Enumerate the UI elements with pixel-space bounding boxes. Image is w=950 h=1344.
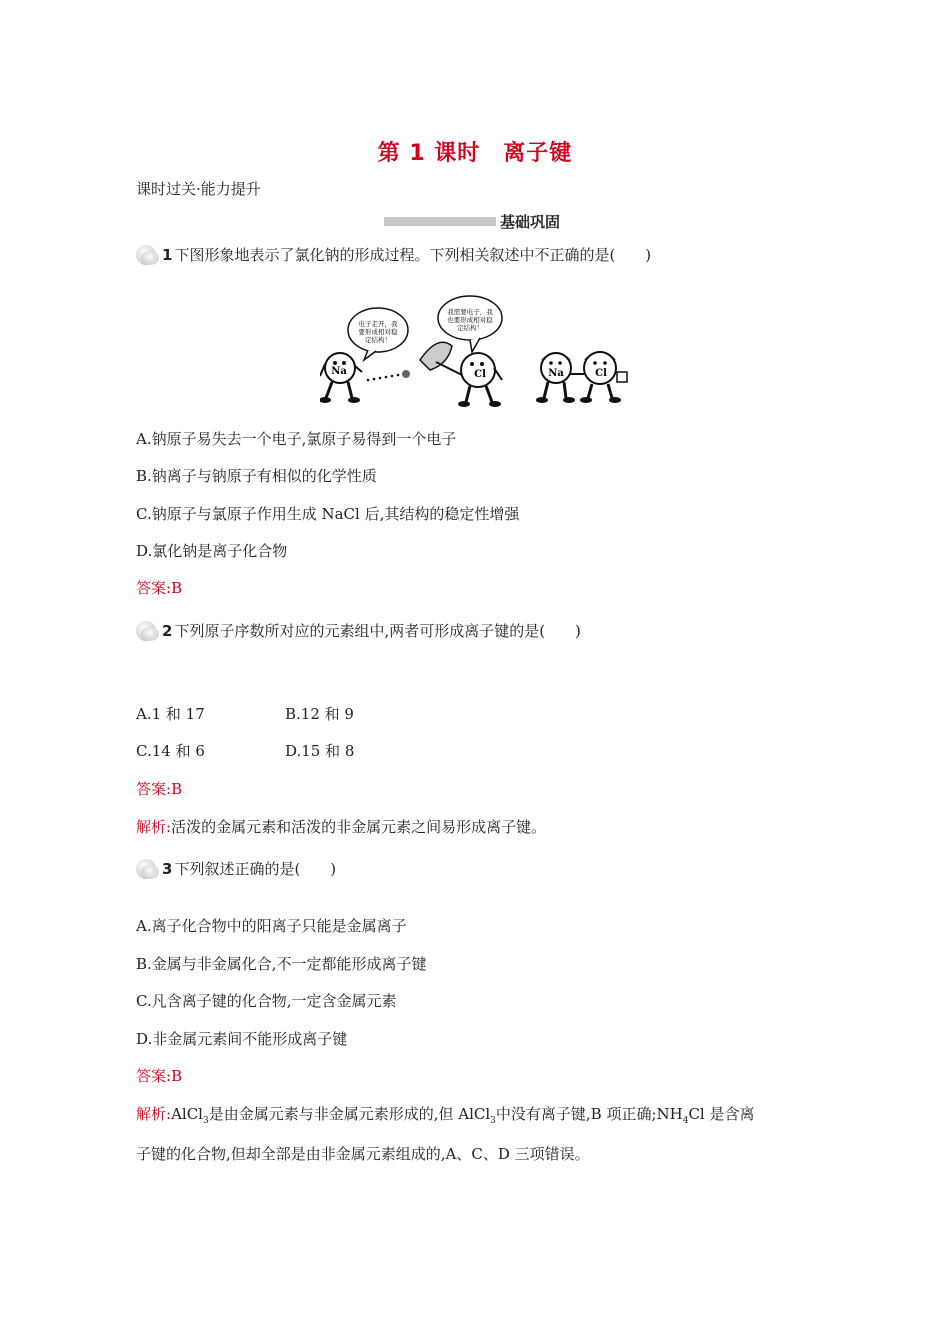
na-ion-character: [536, 353, 575, 403]
answer-value: B: [171, 1067, 183, 1085]
bubble-left-line3: 定结构！: [365, 336, 391, 344]
bubble-left-line1: 电子走开，我: [358, 320, 398, 328]
bubble-left-line2: 要形成相对稳: [358, 328, 398, 336]
question-1: [136, 244, 651, 265]
answer-value: B: [171, 780, 183, 798]
na-atom-character: [320, 353, 362, 403]
question-text: 下列原子序数所对应的元素组中,两者可形成离子键的是( ): [174, 622, 581, 640]
question-text: 下图形象地表示了氯化钠的形成过程。下列相关叙述中不正确的是( ): [174, 246, 652, 264]
question-2: [136, 620, 581, 641]
q3-analysis-line1: 解析:AlCl$_3$是由金属元素与非金属元素形成的,但 AlCl$_3$中没有离子键,B 项正确$;NH_4Cl$ 是含离: [136, 1105, 755, 1126]
bubble-right-line1: 我需要电子，我: [447, 308, 493, 316]
q3-option-b: B.金属与非金属化合,不一定都能形成离子键: [136, 955, 427, 973]
section-label: 基础巩固: [500, 213, 561, 231]
nacl-formation-illustration: [320, 294, 640, 414]
q1-option-c: C.钠原子与氯原子作用生成 NaCl 后,其结构的稳定性增强: [136, 505, 520, 523]
cl-ion-character: [580, 352, 627, 403]
question-bullet-icon: [136, 859, 160, 879]
answer-label: 答案:: [136, 1067, 172, 1085]
analysis-text: 活泼的金属元素和活泼的非金属元素之间易形成离子键。: [171, 818, 547, 836]
question-text: 下列叙述正确的是( ): [174, 860, 337, 878]
question-number: 2: [162, 621, 173, 640]
page-title: 第 1 课时 离子键: [377, 141, 573, 166]
q1-option-a: A.钠原子易失去一个电子,氯原子易得到一个电子: [136, 430, 457, 448]
ion-cl-label: Cl: [595, 368, 607, 379]
question-3: [136, 858, 336, 879]
q3-option-d: D.非金属元素间不能形成离子键: [136, 1030, 348, 1048]
answer-label: 答案:: [136, 780, 172, 798]
cl-atom-character: [458, 353, 502, 407]
answer-label: 答案:: [136, 579, 172, 597]
q1-option-d: D.氯化钠是离子化合物: [136, 542, 288, 560]
q2-option-d: D.15 和 8: [285, 742, 355, 760]
analysis-label: 解析:: [136, 1105, 172, 1123]
page-subtitle: 课时过关·能力提升: [136, 180, 261, 198]
q3-option-c: C.凡含离子键的化合物,一定含金属元素: [136, 992, 397, 1010]
q1-answer: [136, 577, 182, 598]
bubble-right-line3: 定结构！: [457, 324, 483, 332]
atom-na-label: Na: [331, 366, 347, 377]
q2-option-c: C.14 和 6: [136, 742, 205, 760]
q1-option-b: B.钠离子与钠原子有相似的化学性质: [136, 467, 377, 485]
answer-value: B: [171, 579, 183, 597]
electron-trail: [367, 370, 410, 381]
q2-answer: [136, 778, 182, 799]
bubble-right-line2: 也要形成相对稳: [447, 316, 493, 324]
q2-option-a: A.1 和 17: [136, 705, 205, 723]
analysis-label: 解析:: [136, 818, 172, 836]
q3-option-a: A.离子化合物中的阳离子只能是金属离子: [136, 917, 407, 935]
q2-option-b: B.12 和 9: [285, 705, 354, 723]
question-number: 3: [162, 859, 173, 878]
ion-na-label: Na: [548, 368, 564, 379]
question-number: 1: [162, 245, 173, 264]
q3-analysis-line2: 子键的化合物,但却全部是由非金属元素组成的,A、C、D 三项错误。: [136, 1145, 590, 1163]
section-bar: [384, 217, 496, 226]
question-bullet-icon: [136, 621, 160, 641]
q2-analysis: [136, 816, 546, 837]
atom-cl-label: Cl: [474, 369, 486, 380]
question-bullet-icon: [136, 245, 160, 265]
q3-answer: [136, 1065, 182, 1086]
